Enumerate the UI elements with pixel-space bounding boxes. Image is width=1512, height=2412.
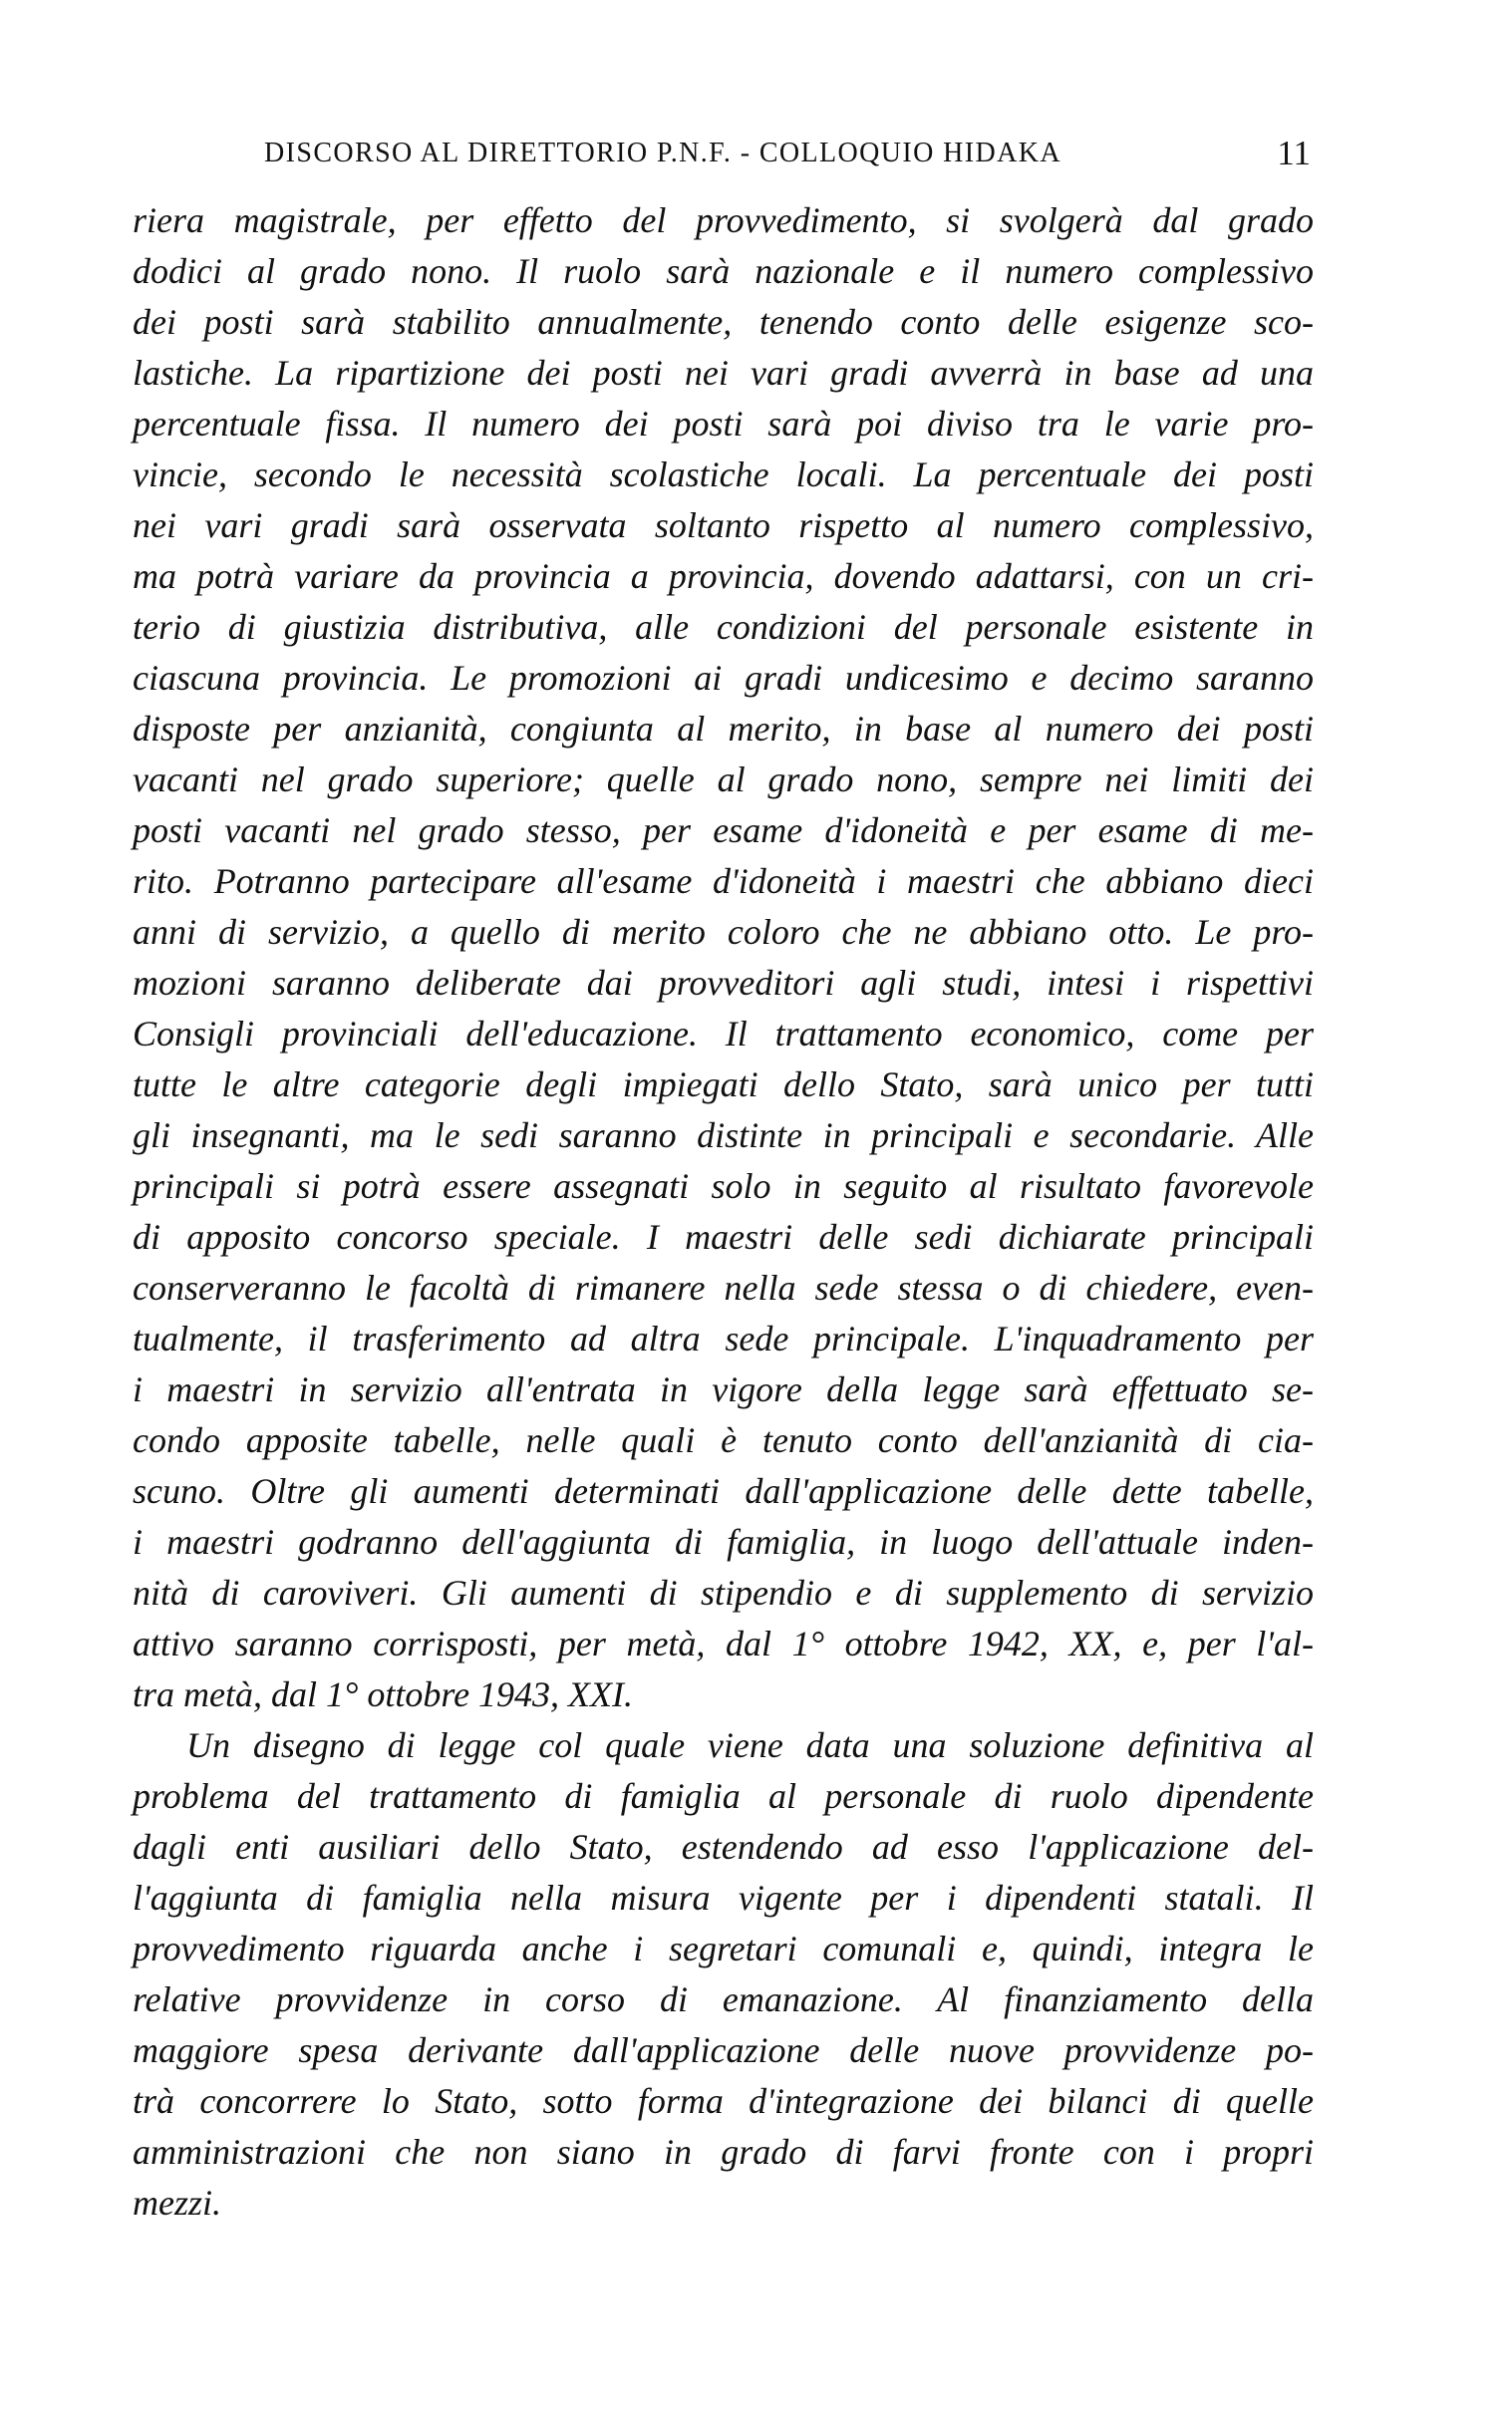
text-line: dodici al grado nono. Il ruolo sarà nazionale e il numero complessivo xyxy=(133,251,1314,291)
text-line: trà concorrere lo Stato, sotto forma d'integrazione dei bilanci di quelle xyxy=(133,2081,1314,2121)
text-line: di apposito concorso speciale. I maestri delle sedi dichiarate principali xyxy=(133,1217,1314,1257)
text-line: attivo saranno corrisposti, per metà, dal 1° ottobre 1942, XX, e, per l'al- xyxy=(133,1624,1314,1663)
text-line: Un disegno di legge col quale viene data una soluzione definitiva al xyxy=(186,1725,1314,1765)
text-line: rito. Potranno partecipare all'esame d'idoneità i maestri che abbiano dieci xyxy=(133,861,1314,901)
text-line: nei vari gradi sarà osservata soltanto rispetto al numero complessivo, xyxy=(133,505,1314,545)
text-line: Consigli provinciali dell'educazione. Il trattamento economico, come per xyxy=(133,1014,1314,1054)
text-line: dagli enti ausiliari dello Stato, estendendo ad esso l'applicazione del- xyxy=(133,1827,1314,1867)
text-line: i maestri in servizio all'entrata in vigore della legge sarà effettuato se- xyxy=(133,1369,1314,1409)
text-line: vacanti nel grado superiore; quelle al grado nono, sempre nei limiti dei xyxy=(133,759,1314,799)
text-line: scuno. Oltre gli aumenti determinati dall'applicazione delle dette tabelle, xyxy=(133,1471,1314,1511)
text-line: disposte per anzianità, congiunta al merito, in base al numero dei posti xyxy=(133,709,1314,749)
text-line: problema del trattamento di famiglia al personale di ruolo dipendente xyxy=(133,1776,1314,1816)
running-header xyxy=(264,134,1311,177)
text-line: tra metà, dal 1° ottobre 1943, XXI. xyxy=(133,1674,634,1714)
text-line: posti vacanti nel grado stesso, per esame d'idoneità e per esame di me- xyxy=(133,810,1314,850)
text-line: maggiore spesa derivante dall'applicazione delle nuove provvidenze po- xyxy=(133,2030,1314,2070)
text-line: anni di servizio, a quello di merito coloro che ne abbiano otto. Le pro- xyxy=(133,912,1314,952)
paragraph-2 xyxy=(133,1720,1314,2229)
text-line: tutte le altre categorie degli impiegati dello Stato, sarà unico per tutti xyxy=(133,1064,1314,1104)
text-line: i maestri godranno dell'aggiunta di famiglia, in luogo dell'attuale inden- xyxy=(133,1522,1314,1562)
text-line: percentuale fissa. Il numero dei posti sarà poi diviso tra le varie pro- xyxy=(133,404,1314,444)
text-line: mozioni saranno deliberate dai provveditori agli studi, intesi i rispettivi xyxy=(133,963,1314,1003)
text-line: vincie, secondo le necessità scolastiche locali. La percentuale dei posti xyxy=(133,454,1314,494)
text-line: ciascuna provincia. Le promozioni ai gradi undicesimo e decimo saranno xyxy=(133,658,1314,698)
text-line: terio di giustizia distributiva, alle condizioni del personale esistente in xyxy=(133,607,1314,647)
running-title: DISCORSO AL DIRETTORIO P.N.F. - COLLOQUIO HIDAKA xyxy=(264,138,1061,168)
text-line: dei posti sarà stabilito annualmente, tenendo conto delle esigenze sco- xyxy=(133,302,1314,342)
text-line: conserveranno le facoltà di rimanere nella sede stessa o di chiedere, even- xyxy=(133,1268,1314,1308)
text-line: relative provvidenze in corso di emanazione. Al finanziamento della xyxy=(133,1979,1314,2019)
text-line: l'aggiunta di famiglia nella misura vigente per i dipendenti statali. Il xyxy=(133,1878,1314,1918)
text-line: nità di caroviveri. Gli aumenti di stipendio e di supplemento di servizio xyxy=(133,1573,1314,1613)
text-line: ma potrà variare da provincia a provincia, dovendo adattarsi, con un cri- xyxy=(133,556,1314,596)
text-line: gli insegnanti, ma le sedi saranno distinte in principali e secondarie. Alle xyxy=(133,1115,1314,1155)
paragraph-1 xyxy=(133,195,1314,1720)
text-line: provvedimento riguarda anche i segretari comunali e, quindi, integra le xyxy=(133,1929,1314,1968)
text-line: tualmente, il trasferimento ad altra sede principale. L'inquadramento per xyxy=(133,1319,1314,1358)
text-line: condo apposite tabelle, nelle quali è tenuto conto dell'anzianità di cia- xyxy=(133,1420,1314,1460)
body-text xyxy=(133,195,1314,2229)
text-line: amministrazioni che non siano in grado di farvi fronte con i propri xyxy=(133,2132,1314,2172)
text-line: principali si potrà essere assegnati solo in seguito al risultato favorevole xyxy=(133,1166,1314,1206)
page-number: 11 xyxy=(1277,134,1311,172)
text-line: lastiche. La ripartizione dei posti nei vari gradi avverrà in base ad una xyxy=(133,353,1314,393)
text-line: riera magistrale, per effetto del provvedimento, si svolgerà dal grado xyxy=(133,200,1314,240)
text-line: mezzi. xyxy=(133,2183,221,2223)
